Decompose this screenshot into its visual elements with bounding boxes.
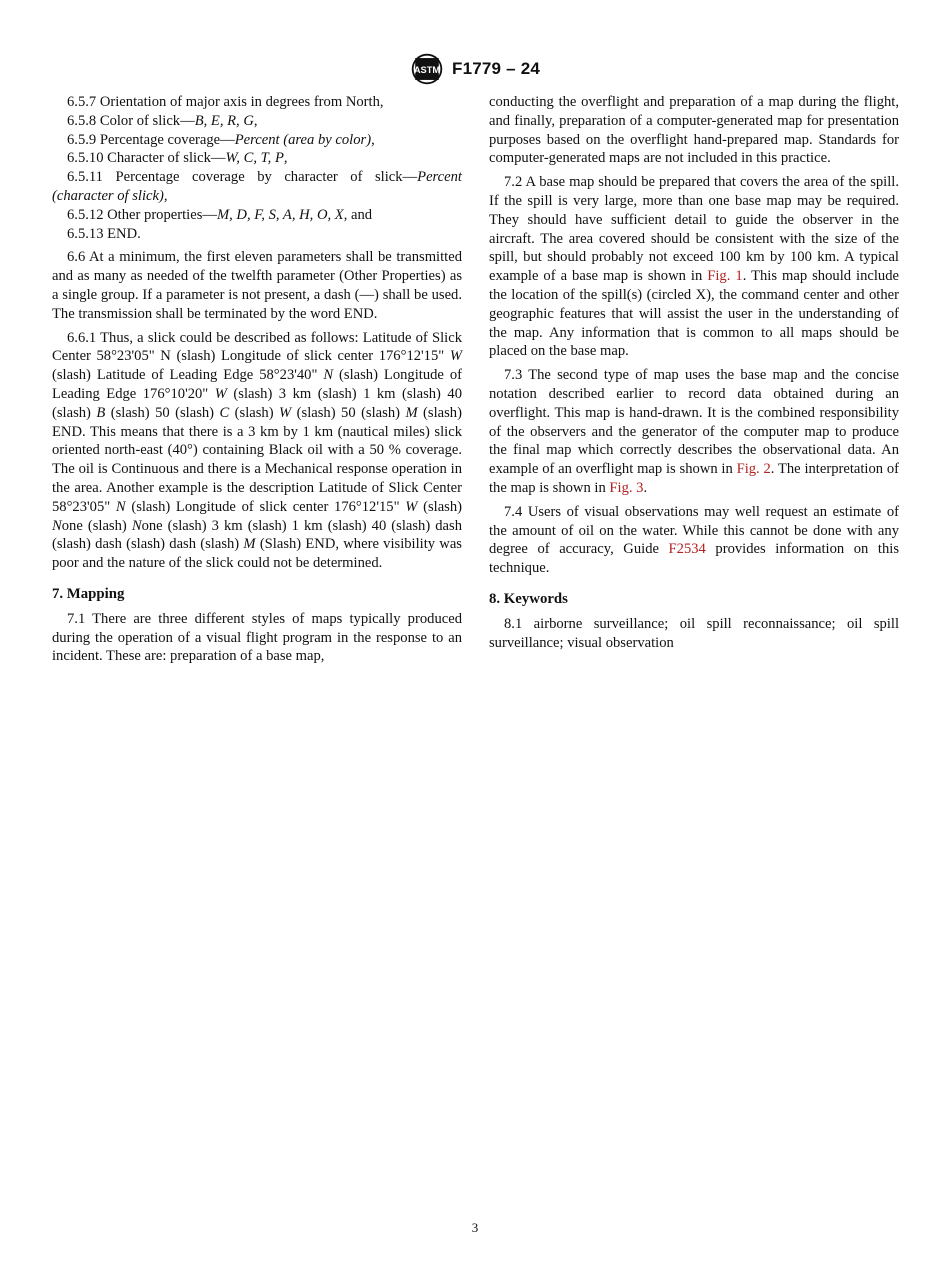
list-item-6-5-9: 6.5.9 Percentage coverage—Percent (area by color), <box>67 131 375 148</box>
paragraph-7-4: 7.4 Users of visual observations may well request an estimate of the amount of oil on the water. While this cannot be done with any degree of accuracy, Guide F2534 provides information on this technique. <box>489 503 899 577</box>
right-column <box>489 93 899 657</box>
astm-logo-icon <box>410 53 444 85</box>
list-item-6-5-10: 6.5.10 Character of slick—W, C, T, P, <box>67 150 288 167</box>
left-column <box>52 93 462 671</box>
paragraph-6-6-1: 6.6.1 Thus, a slick could be described as follows: Latitude of Slick Center 58°23'05" N (slash) Longitude of slick center 176°12'15" W (slash) Latitude of Leading Edge 58°23'40" N (slash) Longitude of Leading Edge 176°10'20" W (slash) 3 km (slash) 1 km (slash) 40 (slash) B (slash) 50 (slash) C (slash) W (slash) 50 (slash) M (slash) END. This means that there is a 3 km by 1 km (nautical miles) slick oriented north-east (40°) containing Black oil with a 50 % coverage. The oil is Continuous and there is a Mechanical response operation in the area. Another example is the description Latitude of Slick Center 58°23'05" N (slash) Longitude of slick center 176°12'15" W (slash) None (slash) None (slash) 3 km (slash) 1 km (slash) 40 (slash) dash (slash) dash (slash) dash (slash) M (Slash) END, where visibility was poor and the nature of the slick could not be determined. <box>52 329 463 572</box>
list-item-6-5-11: 6.5.11 Percentage coverage by character of slick—Percent (character of slick), <box>52 169 462 204</box>
paragraph-7-1-continued: conducting the overflight and preparation of a map during the flight, and finally, preparation of a computer-generated map for presentation purposes based on the overflight hand-prepared map. Standards for computer-generated maps are not included in this practice. <box>489 94 899 167</box>
paragraph-7-1: 7.1 There are three different styles of maps typically produced during the operation of a visual flight program in the response to an incident. These are: preparation of a base map, <box>52 610 462 665</box>
paragraph-7-2: 7.2 A base map should be prepared that covers the area of the spill. If the spill is very large, more than one base map may be required. They should have sufficient detail to guide the observer in the aircraft. The area covered should be consistent with the size of the spill, but should probably not exceed 100 km by 100 km. A typical example of a base map is shown in Fig. 1. This map should include the location of the spill(s) (circled X), the command center and other geographic features that will assist the user in the understanding of the map. Any information that is common to all maps should be placed on the base map. <box>489 174 899 360</box>
paragraph-8-1: 8.1 airborne surveillance; oil spill reconnaissance; oil spill surveillance; visual observation <box>489 615 899 651</box>
section-heading-mapping: 7. Mapping <box>52 585 125 602</box>
section-heading-keywords: 8. Keywords <box>489 590 568 607</box>
fig-3-link[interactable]: Fig. 3 <box>609 479 644 496</box>
page-number: 3 <box>471 1220 479 1235</box>
paragraph-6-6: 6.6 At a minimum, the first eleven parameters shall be transmitted and as many as needed of the twelfth parameter (Other Properties) as a single group. If a parameter is not present, a dash (—) shall be used. The transmission shall be terminated by the word END. <box>52 249 462 322</box>
svg-text:ASTM: ASTM <box>413 65 441 76</box>
list-item-6-5-8: 6.5.8 Color of slick—B, E, R, G, <box>67 112 258 129</box>
list-item-6-5-13: 6.5.13 END. <box>67 225 141 242</box>
fig-2-link[interactable]: Fig. 2 <box>736 461 771 478</box>
list-item-6-5-7: 6.5.7 Orientation of major axis in degrees from North, <box>67 94 384 110</box>
document-designation: F1779 – 24 <box>451 59 540 78</box>
page-header <box>0 52 950 86</box>
fig-1-link[interactable]: Fig. 1 <box>707 268 743 285</box>
f2534-link[interactable]: F2534 <box>668 541 706 558</box>
paragraph-7-3: 7.3 The second type of map uses the base map and the concise notation described earlier to record data obtained during an overflight. This map is hand-drawn. It is the combined responsibility of the observers and the generator of the computer map to produce the final map which correctly describes the observational data. An example of an overflight map is shown in Fig. 2. The interpretation of the map is shown in Fig. 3. <box>489 367 900 496</box>
list-item-6-5-12: 6.5.12 Other properties—M, D, F, S, A, H, O, X, and <box>67 206 373 223</box>
